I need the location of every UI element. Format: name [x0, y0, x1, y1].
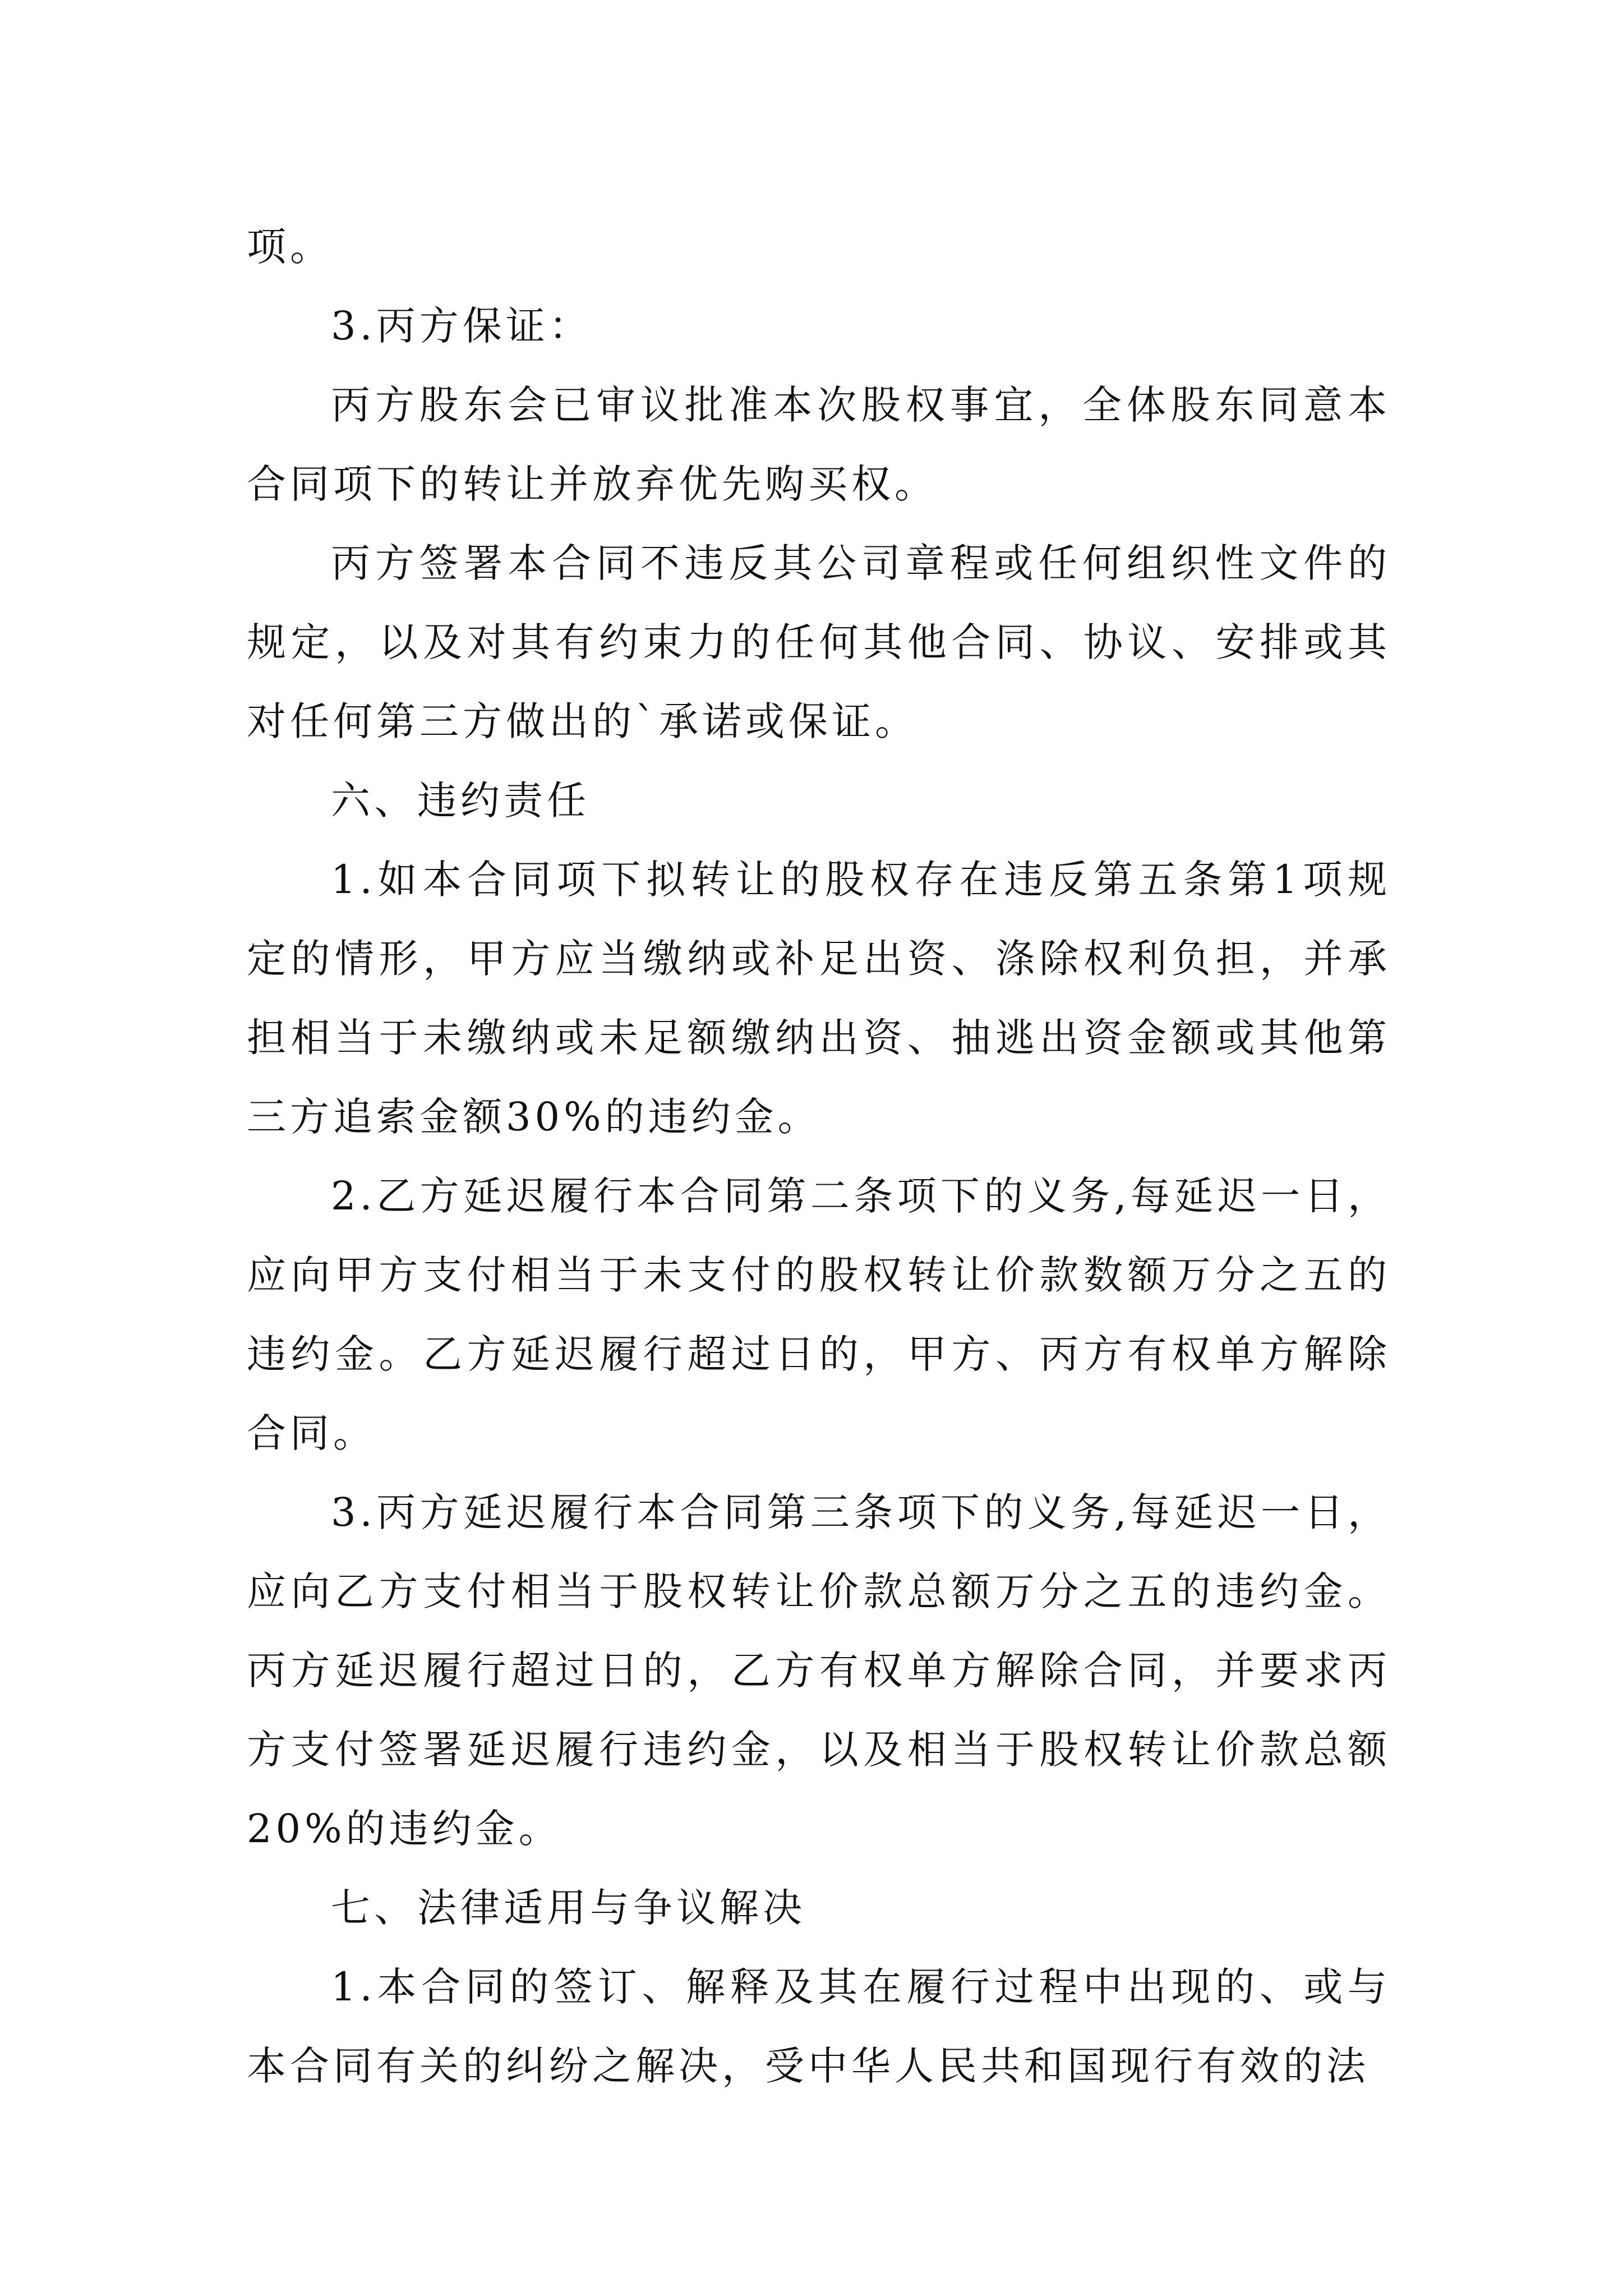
paragraph-liability-1: 1.如本合同项下拟转让的股权存在违反第五条第1项规定的情形，甲方应当缴纳或补足出资、涤除权利负担，并承担相当于未缴纳或未足额缴纳出资、抽逃出资金额或其他第三方追索金额30%的违约金。 — [247, 857, 1391, 1140]
paragraph-party-c-guarantee-heading: 3.丙方保证： — [331, 303, 592, 349]
document-body — [247, 208, 1391, 2106]
paragraph-liability-2: 2.乙方延迟履行本合同第二条项下的义务,每延迟一日，应向甲方支付相当于未支付的股权转让价款数额万分之五的违约金。乙方延迟履行超过日的，甲方、丙方有权单方解除合同。 — [247, 1173, 1391, 1456]
section-heading-liability: 六、违约责任 — [331, 777, 590, 823]
paragraph-liability-3: 3.丙方延迟履行本合同第三条项下的义务,每延迟一日，应向乙方支付相当于股权转让价款总额万分之五的违约金。丙方延迟履行超过日的，乙方有权单方解除合同，并要求丙方支付签署延迟履行违约金，以及相当于股权转让价款总额20%的违约金。 — [247, 1489, 1391, 1852]
section-heading-law-disputes: 七、法律适用与争议解决 — [331, 1885, 806, 1931]
paragraph-no-violation: 丙方签署本合同不违反其公司章程或任何组织性文件的规定，以及对其有约束力的任何其他合同、协议、安排或其对任何第三方做出的`承诺或保证。 — [247, 540, 1391, 744]
paragraph-continuation: 项。 — [247, 224, 333, 270]
paragraph-shareholder-approval: 丙方股东会已审议批准本次股权事宜，全体股东同意本合同项下的转让并放弃优先购买权。 — [247, 382, 1391, 507]
paragraph-law-1: 1.本合同的签订、解释及其在履行过程中出现的、或与本合同有关的纠纷之解决，受中华人民共和国现行有效的法 — [247, 1964, 1391, 2089]
